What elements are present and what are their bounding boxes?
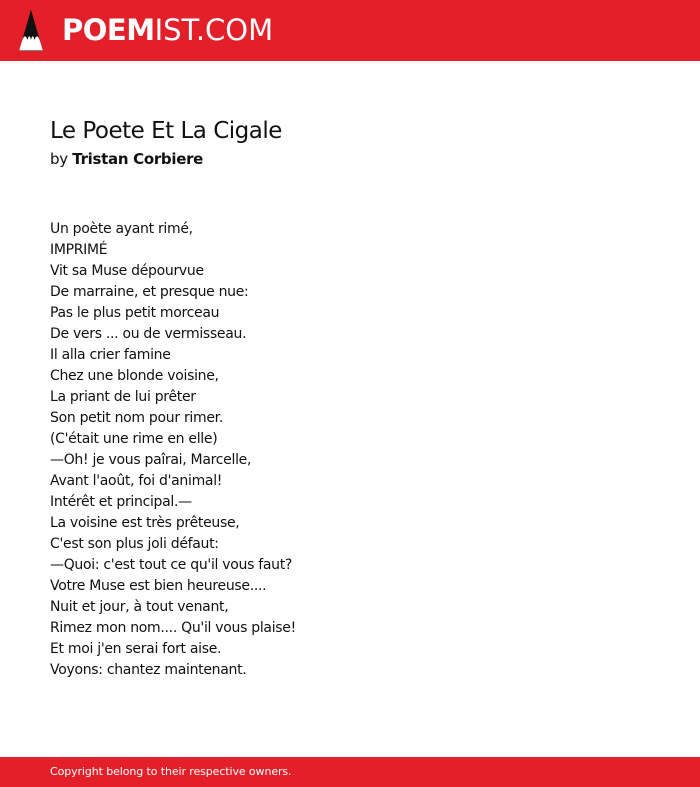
author-name: Tristan Corbiere [72,150,204,168]
copyright-notice: Copyright belong to their respective owners. [50,765,292,778]
logo-bold-text: POEM [62,13,155,47]
poem-line: Il alla crier famine [50,347,171,363]
poem-line: Voyons: chantez maintenant. [50,662,247,678]
poem-line: Vit sa Muse dépourvue [50,263,204,279]
poem-title: Le Poete Et La Cigale [50,118,282,144]
poem-line: Un poète ayant rimé, [50,221,193,237]
poem-line: C'est son plus joli défaut: [50,536,219,552]
poem-line: Intérêt et principal.— [50,494,192,510]
poem-body [50,219,650,681]
poem-line: —Quoi: c'est tout ce qu'il vous faut? [50,557,293,573]
poem-line: De vers ... ou de vermisseau. [50,326,247,342]
poem-line: IMPRIMÉ [50,242,108,258]
poem-line: Pas le plus petit morceau [50,305,220,321]
site-header [0,0,700,61]
poem-line: Avant l'août, foi d'animal! [50,473,223,489]
by-label: by [50,150,68,168]
pencil-icon[interactable] [19,10,43,51]
poem-line: La priant de lui prêter [50,389,196,405]
site-logo[interactable] [62,12,273,48]
poem-line: —Oh! je vous paîrai, Marcelle, [50,452,252,468]
poem-line: Votre Muse est bien heureuse.... [50,578,267,594]
poem-line: (C'était une rime en elle) [50,431,218,447]
poem-line: Son petit nom pour rimer. [50,410,223,426]
poem-line: Rimez mon nom.... Qu'il vous plaise! [50,620,296,636]
logo-light-text: IST.COM [154,13,274,47]
poem-line: Nuit et jour, à tout venant, [50,599,229,615]
site-footer [0,757,700,787]
poem-line: Et moi j'en serai fort aise. [50,641,222,657]
poem-line: De marraine, et presque nue: [50,284,249,300]
poem-line: La voisine est très prêteuse, [50,515,240,531]
poem-line: Chez une blonde voisine, [50,368,219,384]
byline [50,149,203,169]
